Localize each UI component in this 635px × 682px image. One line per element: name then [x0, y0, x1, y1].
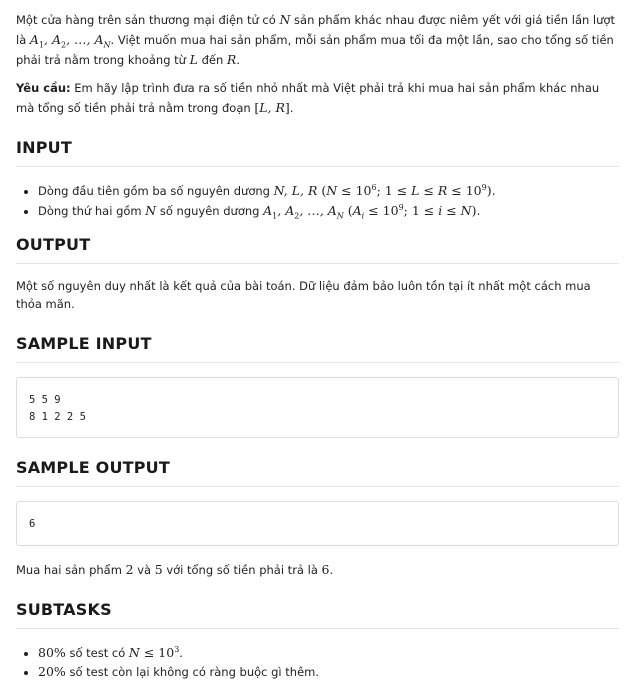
output-text: Một số nguyên duy nhất là kết quả của bài toán. Dữ liệu đảm bảo luôn tồn tại ít nhất một cách mua thỏa mãn.	[16, 278, 619, 314]
sample-output-heading: SAMPLE OUTPUT	[16, 456, 619, 487]
sample-explanation: Mua hai sản phẩm 2 và 5 với tổng số tiền phải trả là 6.	[16, 560, 619, 580]
input-heading: INPUT	[16, 136, 619, 167]
intro-paragraph: Một cửa hàng trên sản thương mại điện tử có N sản phẩm khác nhau được niêm yết với giá tiền lần lượt là $A_1$, $A_2$, …, $A_N$. Việt muốn mua hai sản phẩm, mỗi sản phẩm mua tối đa một lần, sao cho tổng số tiền phải trả nằm trong khoảng từ L đến R.	[16, 10, 619, 69]
output-heading: OUTPUT	[16, 233, 619, 264]
sample-input-code: 5 5 9 8 1 2 2 5	[16, 377, 619, 439]
requirement-paragraph: Yêu cầu: Em hãy lập trình đưa ra số tiền nhỏ nhất mà Việt phải trả khi mua hai sản phẩm khác nhau mà tổng số tiền phải trả nằm trong đoạn [L, R].	[16, 80, 619, 118]
sample-output-code: 6	[16, 501, 619, 546]
list-item: • Dòng đầu tiên gồm ba số nguyên dương N, L, R ($N \le 10^6$; $1 \le L \le R \le 10^9$).	[38, 181, 619, 201]
input-list	[16, 181, 619, 221]
list-item: • 20% số test còn lại không có ràng buộc gì thêm.	[38, 662, 619, 682]
subtasks-heading: SUBTASKS	[16, 598, 619, 629]
list-item: • Dòng thứ hai gồm N số nguyên dương $A_1$, $A_2$, …, $A_N$ ($A_i \le 10^9$; 1 ≤ i ≤ N).	[38, 201, 619, 221]
subtasks-list	[16, 643, 619, 682]
sample-input-heading: SAMPLE INPUT	[16, 332, 619, 363]
list-item: • 80% số test có $N \le 10^3$.	[38, 643, 619, 663]
